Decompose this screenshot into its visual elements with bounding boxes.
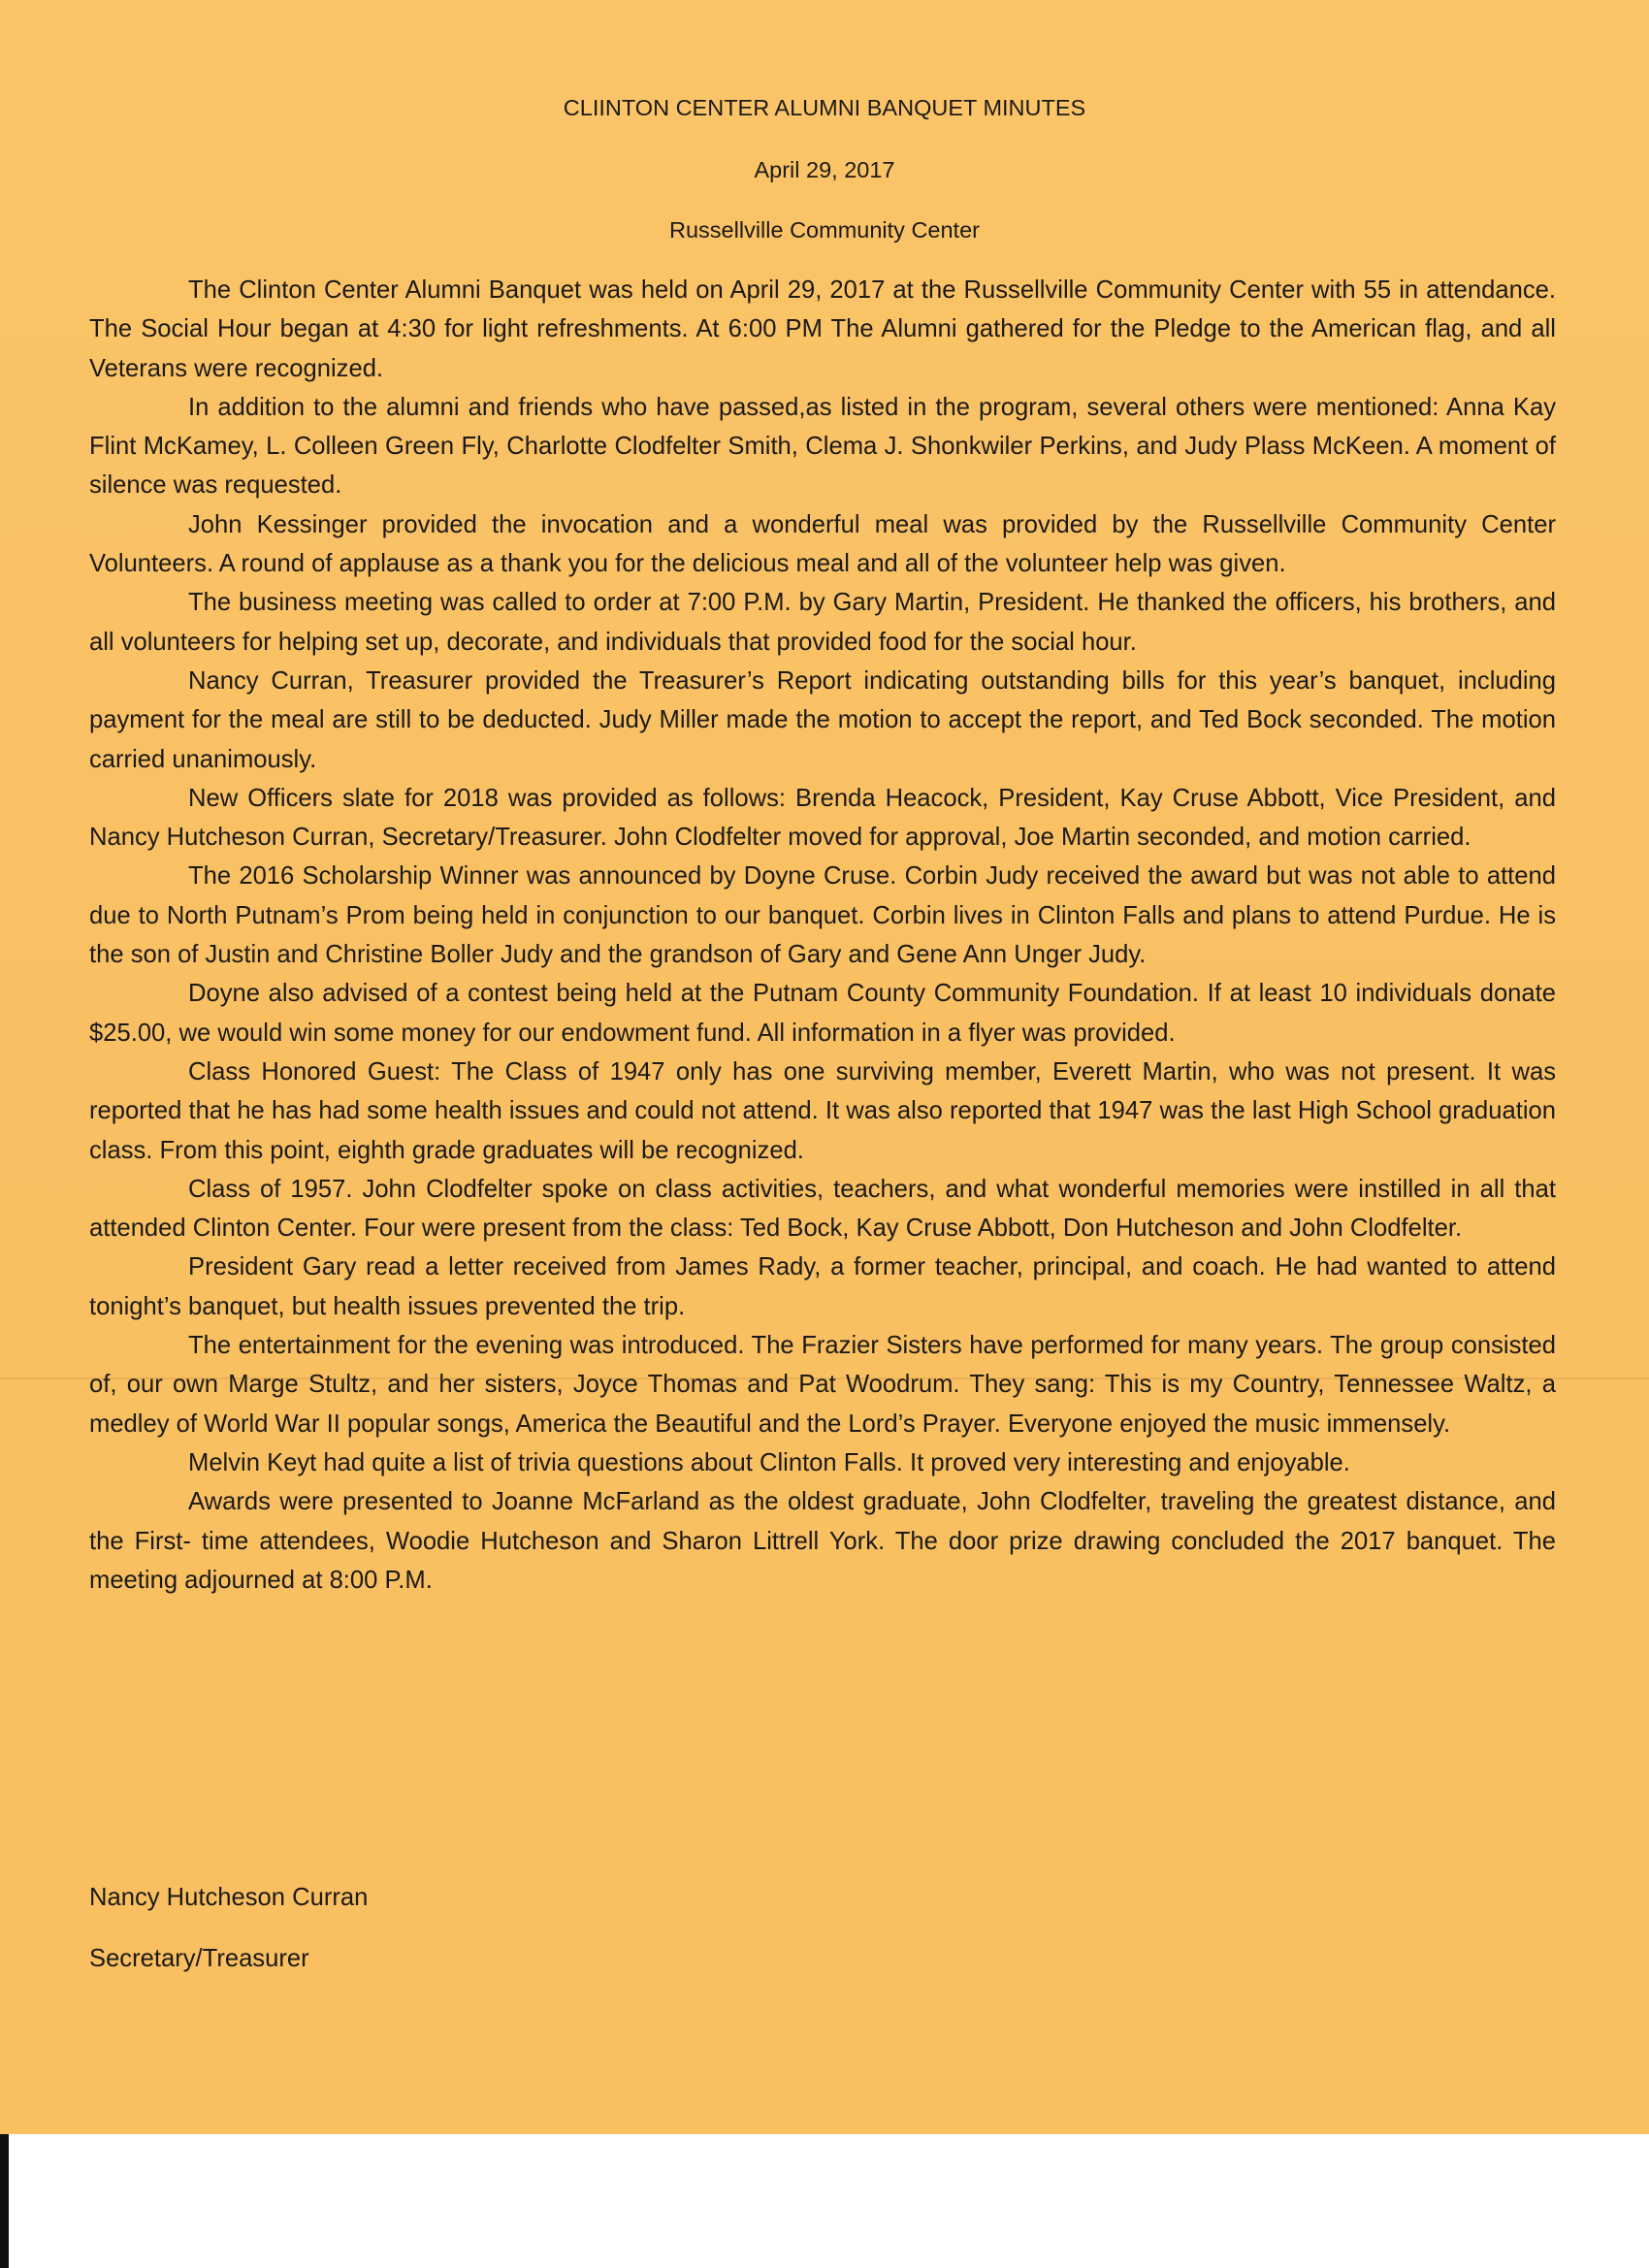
paragraph-entertainment: The entertainment for the evening was introduced. The Frazier Sisters have performed for many years. The group consisted of, our own Marge Stultz, and her sisters, Joyce Thomas and Pat Woodrum. They sang: This is my Country, Tennessee Waltz, a medley of World War II popular songs, America the Beautiful and the Lord’s Prayer. Everyone enjoyed the music immensely. [89, 1332, 1556, 1438]
paragraph-letter: President Gary read a letter received from James Rady, a former teacher, principal, and coach. He had wanted to attend tonight’s banquet, but health issues prevented the trip. [89, 1253, 1556, 1320]
paragraph-awards: Awards were presented to Joanne McFarland as the oldest graduate, John Clodfelter, traveling the greatest distance, and the First- time attendees, Woodie Hutcheson and Sharon Littrell York. The door prize drawing concluded the 2017 banquet. The meeting adjourned at 8:00 P.M. [89, 1488, 1556, 1594]
document-date: April 29, 2017 [754, 157, 895, 182]
paragraph-treasurer-report: Nancy Curran, Treasurer provided the Treasurer’s Report indicating outstanding bills for this year’s banquet, including payment for the meal are still to be deducted. Judy Miller made the motion to accept the report, and Ted Bock seconded. The motion carried unanimously. [89, 666, 1556, 773]
signature-name: Nancy Hutcheson Curran [89, 1884, 369, 1911]
paragraph-trivia: Melvin Keyt had quite a list of trivia questions about Clinton Falls. It proved very interesting and enjoyable. [188, 1448, 1350, 1476]
paragraph-new-officers: New Officers slate for 2018 was provided as follows: Brenda Heacock, President, Kay Cruse Abbott, Vice President, and Nancy Hutcheson Curran, Secretary/Treasurer. John Clodfelter moved for approval, Joe Martin seconded, and motion carried. [89, 784, 1556, 852]
paragraph-class-1957: Class of 1957. John Clodfelter spoke on class activities, teachers, and what wonderful memories were instilled in all that attended Clinton Center. Four were present from the class: Ted Bock, Kay Cruse Abbott, Don Hutcheson and John Clodfelter. [89, 1175, 1556, 1243]
paragraph-honored-guest: Class Honored Guest: The Class of 1947 only has one surviving member, Everett Martin, who was not present. It was reported that he has had some health issues and could not attend. It was also reported that 1947 was the last High School graduation class. From this point, eighth grade graduates will be recognized. [89, 1057, 1556, 1164]
paragraph-invocation: John Kessinger provided the invocation and a wonderful meal was provided by the Russellville Community Center Volunteers. A round of applause as a thank you for the delicious meal and all of the volunteer help was given. [89, 510, 1556, 578]
minutes-body [89, 271, 1556, 1600]
paragraph-scholarship: The 2016 Scholarship Winner was announced by Doyne Cruse. Corbin Judy received the award but was not able to attend due to North Putnam’s Prom being held in conjunction to our banquet. Corbin lives in Clinton Falls and plans to attend Purdue. He is the son of Justin and Christine Boller Judy and the grandson of Gary and Gene Ann Unger Judy. [89, 862, 1556, 969]
paragraph-memorial: In addition to the alumni and friends who have passed,as listed in the program, several others were mentioned: Anna Kay Flint McKamey, L. Colleen Green Fly, Charlotte Clodfelter Smith, Clema J. Shonkwiler Perkins, and Judy Plass McKeen. A moment of silence was requested. [89, 393, 1556, 500]
paragraph-contest: Doyne also advised of a contest being held at the Putnam County Community Foundation. If at least 10 individuals donate $25.00, we would win some money for our endowment fund. All information in a flyer was provided. [89, 980, 1556, 1047]
document-title: CLIINTON CENTER ALUMNI BANQUET MINUTES [563, 95, 1086, 120]
scan-edge-shadow [0, 2134, 9, 2268]
paragraph-business-meeting: The business meeting was called to order at 7:00 P.M. by Gary Martin, President. He thanked the officers, his brothers, and all volunteers for helping set up, decorate, and individuals that provided food for the social hour. [89, 589, 1556, 656]
paragraph-attendance: The Clinton Center Alumni Banquet was held on April 29, 2017 at the Russellville Community Center with 55 in attendance. The Social Hour began at 4:30 for light refreshments. At 6:00 PM The Alumni gathered for the Pledge to the American flag, and all Veterans were recognized. [89, 276, 1556, 382]
signature-role: Secretary/Treasurer [89, 1945, 309, 1972]
document-location: Russellville Community Center [669, 217, 980, 243]
